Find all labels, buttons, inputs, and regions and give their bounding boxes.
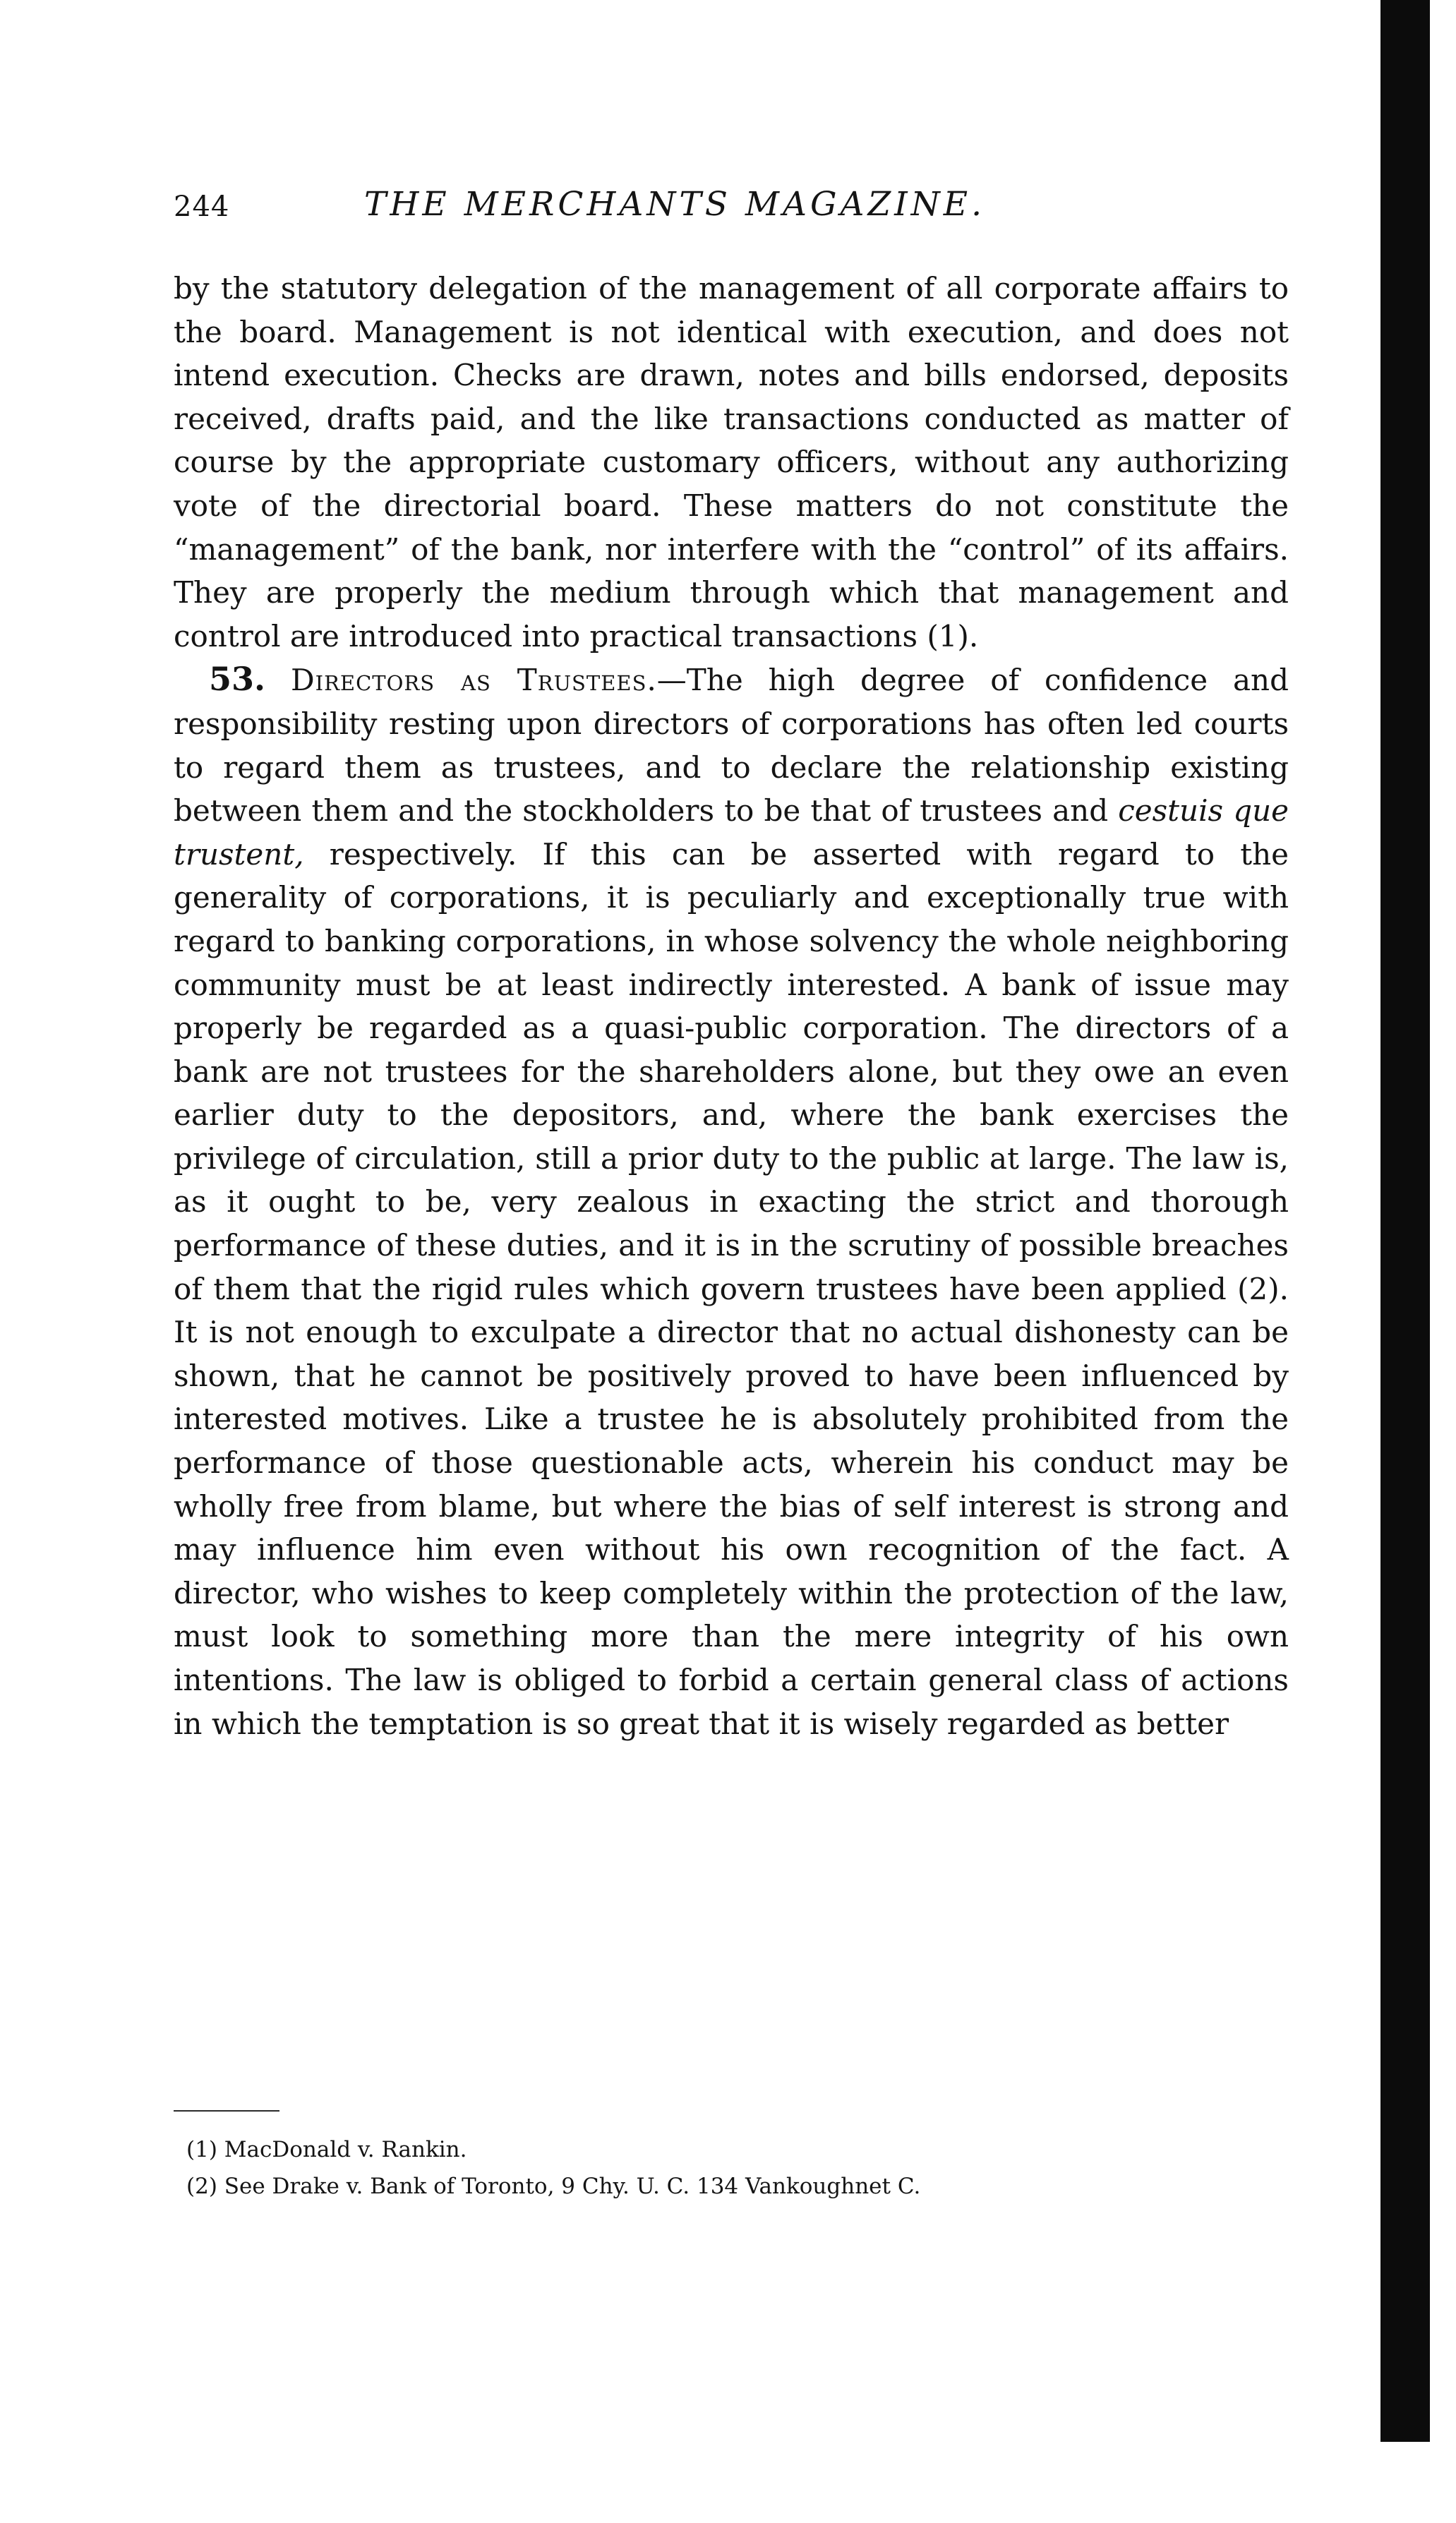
latin-phrase: cestuis que trustent, — [174, 793, 1289, 872]
page-edge-bar — [1380, 0, 1430, 2442]
footnote-2: (2) See Drake v. Bank of Toronto, 9 Chy. U. C. 134 Vankoughnet C. — [186, 2174, 921, 2199]
running-head — [174, 185, 1289, 236]
footnote-rule — [174, 2110, 279, 2112]
section-heading: Directors as Trustees. — [290, 663, 657, 698]
section-text-part-1: —The high degree of confidence and responsibility resting upon directors of corporations has often led courts to regard them as trustees, and to declare the relationship existing between them and the stockholders to be that of trustees and — [174, 663, 1289, 829]
section-53-paragraph — [174, 658, 1289, 1745]
footnotes — [174, 2131, 1289, 2205]
page-number: 244 — [174, 191, 230, 223]
footnote-1: (1) MacDonald v. Rankin. — [186, 2137, 467, 2162]
paragraph-continuation: by the statutory delegation of the management of all corporate affairs to the board. Management is not identical with execution, and does not intend execution. Checks are drawn, notes and bills endorsed, deposits received, drafts paid, and the like transactions conducted as matter of course by the appropriate customary officers, without any authorizing vote of the directorial board. These matters do not constitute the “management” of the bank, nor interfere with the “control” of its affairs. They are properly the medium through which that management and control are introduced into practical transactions (1). — [174, 271, 1289, 654]
section-text-part-2: respectively. If this can be asserted with regard to the generality of corporations, it is peculiarly and exceptionally true with regard to banking corporations, in whose solvency the whole neighboring community must be at least indirectly interested. A bank of issue may properly be regarded as a quasi-public corporation. The directors of a bank are not trustees for the shareholders alone, but they owe an even earlier duty to the depositors, and, where the bank exercises the privilege of circulation, still a prior duty to the public at large. The law is, as it ought to be, very zealous in exacting the strict and thorough performance of these duties, and it is in the scrutiny of possible breaches of them that the rigid rules which govern trustees have been applied (2). It is not enough to exculpate a director that no actual dishonesty can be shown, that he cannot be positively proved to have been influenced by interested motives. Like a trustee he is absolutely prohibited from the performance of those questionable acts, wherein his conduct may be wholly free from blame, but where the bias of self interest is strong and may influence him even without his own recognition of the fact. A director, who wishes to keep completely within the protection of the law, must look to something more than the mere integrity of his own intentions. The law is obliged to forbid a certain general class of actions in which the temptation is so great that it is wisely regarded as better — [174, 836, 1289, 1741]
body-text — [174, 267, 1289, 1745]
magazine-title: THE MERCHANTS MAGAZINE. — [364, 185, 986, 224]
section-number: 53. — [209, 660, 266, 699]
